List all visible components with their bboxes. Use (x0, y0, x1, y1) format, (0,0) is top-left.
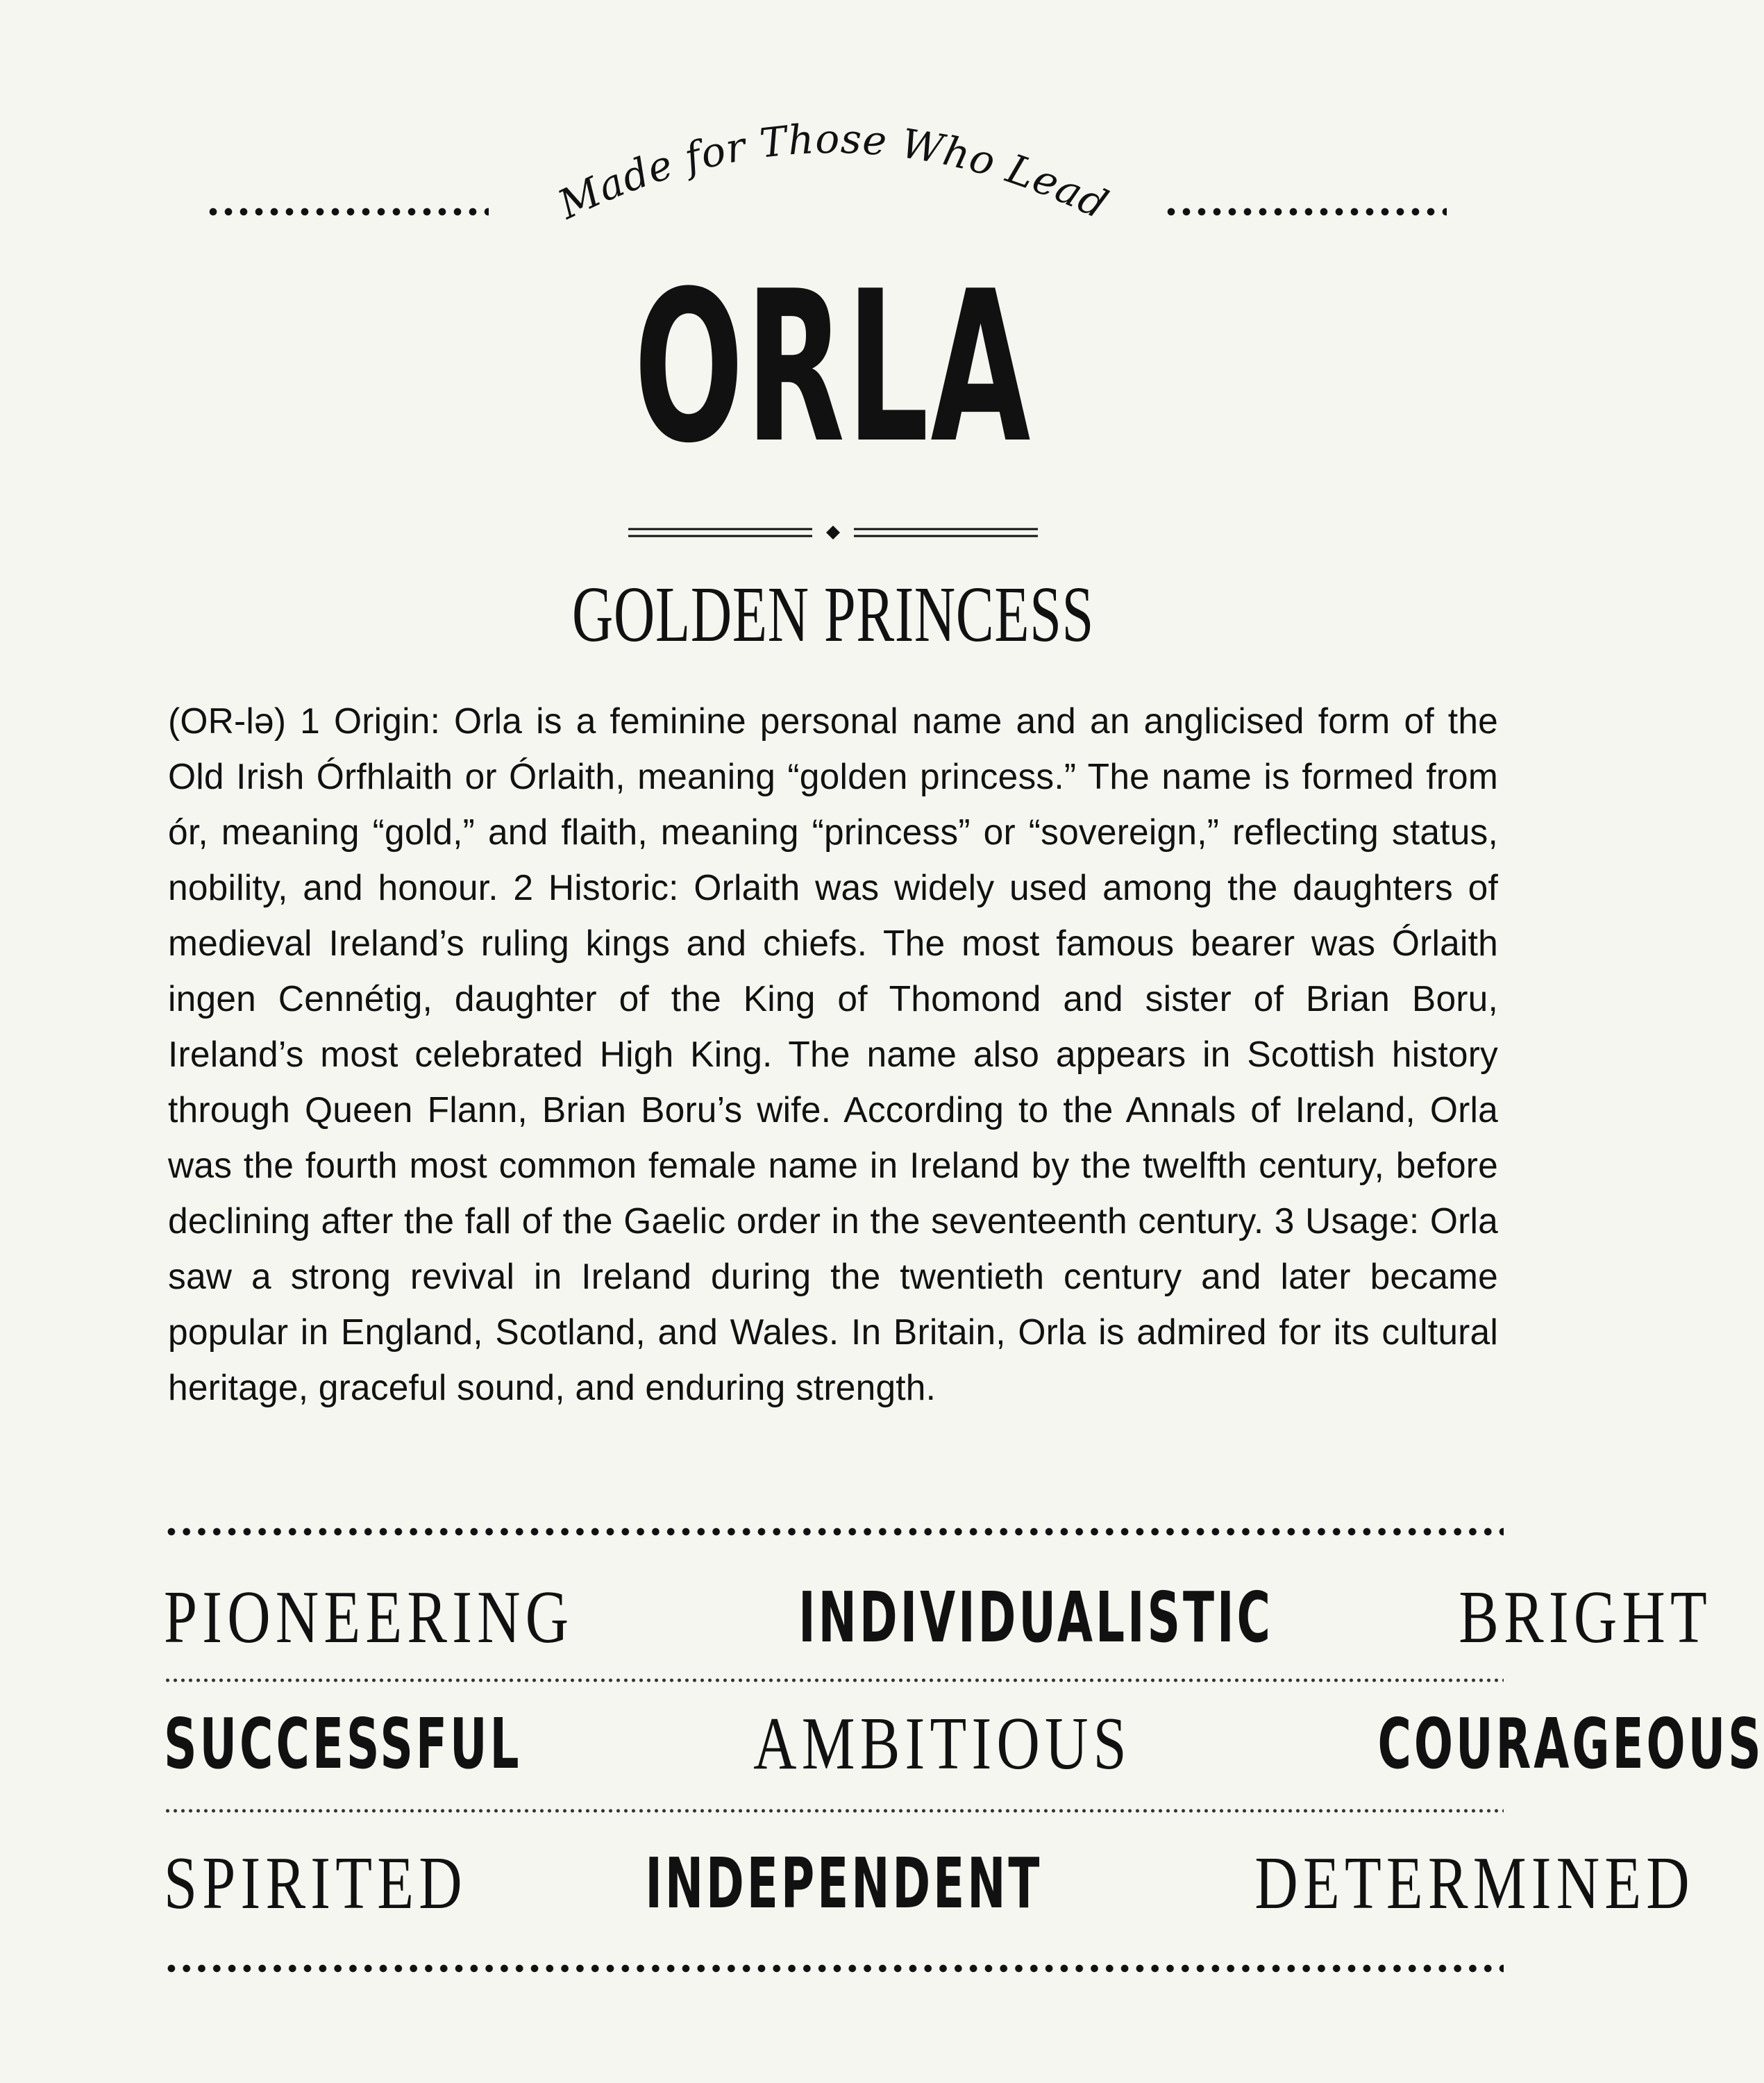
top-left-dotted-divider (205, 206, 489, 218)
traits-top-dotted-divider (164, 1525, 1504, 1538)
traits-row-3 (164, 1839, 1695, 1929)
tagline-text: Made for Those Who Lead (551, 115, 1116, 228)
traits-row-2 (164, 1699, 1764, 1789)
trait-word: COURAGEOUS (1377, 1703, 1764, 1784)
trait-word: DETERMINED (1254, 1842, 1695, 1925)
ornament-divider (628, 522, 1038, 543)
trait-word: AMBITIOUS (753, 1703, 1132, 1785)
traits-bottom-dotted-divider (164, 1962, 1504, 1975)
traits-row-1 (164, 1573, 1712, 1663)
trait-word: BRIGHT (1459, 1576, 1712, 1659)
trait-word: PIONEERING (164, 1576, 574, 1659)
trait-word: INDEPENDENT (645, 1843, 1043, 1924)
trait-word: SUCCESSFUL (164, 1703, 522, 1784)
name-meaning: GOLDEN PRINCESS (572, 570, 1094, 658)
top-right-dotted-divider (1164, 206, 1447, 218)
name-description: (OR-lə) 1 Origin: Orla is a feminine personal name and an anglicised form of the Old Irish Órfhlaith or Órlaith, meaning “golden princess.” The name is formed from ór, meaning “gold,” and flaith, meaning “princess” or “sovereign,” reflecting status, nobility, and honour. 2 Historic: Orlaith was widely used among the daughters of medieval Ireland’s ruling kings and chiefs. The most famous bearer was Órlaith ingen Cennétig, daughter of the King of Thomond and sister of Brian Boru, Ireland’s most celebrated High King. The name also appears in Scottish history through Queen Flann, Brian Boru’s wife. According to the Annals of Ireland, Orla was the fourth most common female name in Ireland by the twelfth century, before declining after the fall of the Gaelic order in the seventeenth century. 3 Usage: Orla saw a strong revival in Ireland during the twentieth century and later became popular in England, Scotland, and Wales. In Britain, Orla is admired for its cultural heritage, graceful sound, and enduring strength. (168, 701, 1498, 1407)
traits-row-separator (164, 1808, 1504, 1814)
trait-word: SPIRITED (164, 1842, 467, 1925)
tagline-arc (486, 104, 1180, 243)
diamond-icon (826, 526, 840, 539)
traits-row-separator (164, 1678, 1504, 1683)
trait-word: INDIVIDUALISTIC (798, 1577, 1273, 1658)
name-title: ORLA (634, 246, 1032, 489)
tagline (486, 104, 1180, 243)
